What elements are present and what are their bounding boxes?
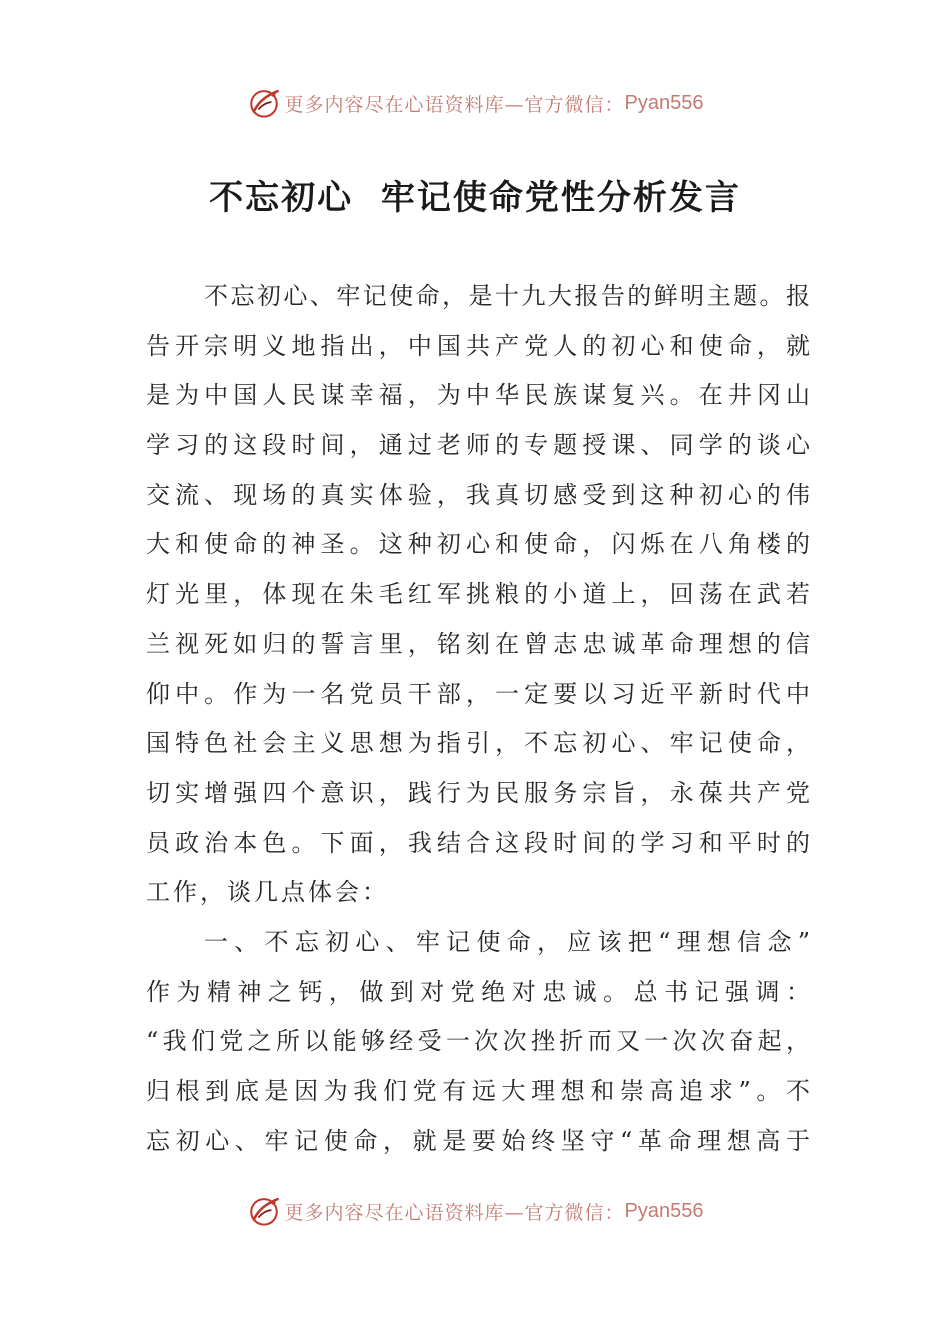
header-banner-text: 更多内容尽在心语资料库—官方微信： [284, 93, 625, 116]
body-line: 切实增强四个意识，践行为民服务宗旨，永葆共产党 [146, 778, 810, 807]
header-banner [0, 80, 950, 126]
document-body [146, 272, 810, 1166]
body-line: 学习的这段时间，通过老师的专题授课、同学的谈心 [146, 431, 810, 460]
footer-wechat-id: Pyan556 [624, 1199, 704, 1222]
body-line: 交流、现场的真实体验，我真切感受到这种初心的伟 [146, 480, 810, 509]
body-line: 仰中。作为一名党员干部，一定要以习近平新时代中 [146, 679, 810, 708]
header-wechat-id: Pyan556 [624, 91, 704, 114]
body-line: 作为精神之钙，做到对党绝对忠诚。总书记强调： [146, 977, 810, 1006]
brand-logo-icon [247, 86, 281, 120]
body-line: 灯光里，体现在朱毛红军挑粮的小道上，回荡在武若 [146, 580, 810, 609]
body-line: “我们党之所以能够经受一次次挫折而又一次次奋起， [146, 1027, 810, 1056]
body-line: 国特色社会主义思想为指引，不忘初心、牢记使命， [146, 729, 810, 758]
body-line: 忘初心、牢记使命，就是要始终坚守“革命理想高于 [146, 1126, 810, 1155]
document-title: 不忘初心 牢记使命党性分析发言 [209, 178, 741, 218]
body-line: 兰视死如归的誓言里，铭刻在曾志忠诚革命理想的信 [146, 629, 810, 658]
body-line: 大和使命的神圣。这种初心和使命，闪烁在八角楼的 [146, 530, 810, 559]
body-line: 是为中国人民谋幸福，为中华民族谋复兴。在井冈山 [146, 381, 810, 410]
footer-banner [0, 1188, 950, 1234]
body-line: 一、不忘初心、牢记使命，应该把“理想信念” [204, 927, 810, 956]
body-line: 告开宗明义地指出，中国共产党人的初心和使命，就 [146, 331, 810, 360]
body-line: 归根到底是因为我们党有远大理想和崇高追求”。不 [146, 1077, 810, 1105]
footer-banner-text: 更多内容尽在心语资料库—官方微信： [284, 1201, 625, 1224]
brand-logo-icon [247, 1194, 281, 1228]
body-line: 不忘初心、牢记使命，是十九大报告的鲜明主题。报 [204, 282, 810, 310]
body-line: 工作，谈几点体会： [146, 878, 389, 907]
body-line: 员政治本色。下面，我结合这段时间的学习和平时的 [146, 828, 810, 857]
